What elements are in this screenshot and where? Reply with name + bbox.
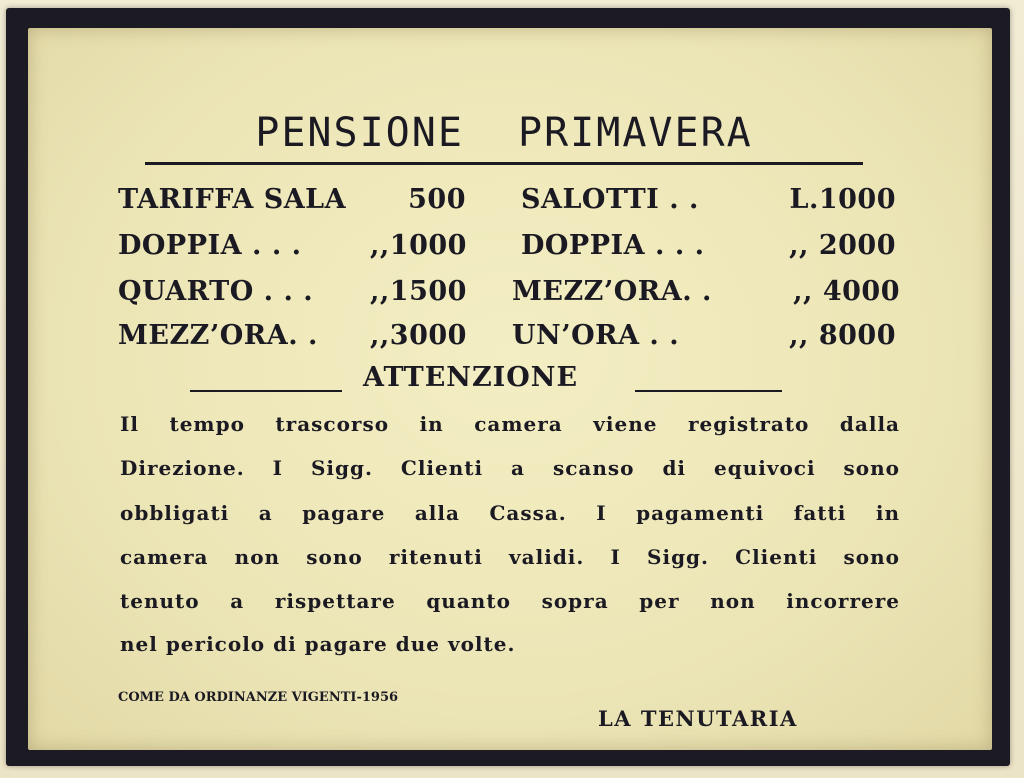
notice-line-6: nel pericolo di pagare due volte. xyxy=(120,632,516,656)
rate-left-label-4: MEZZ’ORA. . xyxy=(118,320,318,351)
rate-left-label-1: TARIFFA SALA xyxy=(118,184,347,215)
attention-rule-left xyxy=(190,390,342,392)
rate-right-price-3: ,, 4000 xyxy=(793,276,900,307)
attention-heading: ATTENZIONE xyxy=(363,362,579,393)
rate-right-label-3: MEZZ’ORA. . xyxy=(512,276,712,307)
rate-right-label-1: SALOTTI . . xyxy=(521,184,699,215)
title-underline xyxy=(145,162,863,165)
signature: LA TENUTARIA xyxy=(598,706,798,731)
rate-right-label-4: UN’ORA . . xyxy=(512,320,680,351)
rate-right-label-2: DOPPIA . . . xyxy=(521,230,705,261)
attention-rule-right xyxy=(635,390,782,392)
notice-line-3: obbligati a pagare alla Cassa. I pagamenti fatti in xyxy=(120,501,900,525)
ordinance-note: COME DA ORDINANZE VIGENTI-1956 xyxy=(118,690,399,705)
rate-left-label-3: QUARTO . . . xyxy=(118,276,314,307)
notice-line-2: Direzione. I Sigg. Clienti a scanso di equivoci sono xyxy=(120,456,900,480)
rate-left-price-1: 500 xyxy=(408,184,466,215)
notice-line-4: camera non sono ritenuti validi. I Sigg. Clienti sono xyxy=(120,545,900,569)
rate-right-price-2: ,, 2000 xyxy=(789,230,896,261)
rate-left-price-4: ,,3000 xyxy=(370,320,467,351)
notice-line-5: tenuto a rispettare quanto sopra per non incorrere xyxy=(120,589,900,613)
sign-title: PENSIONE PRIMAVERA xyxy=(255,110,753,156)
rate-right-price-4: ,, 8000 xyxy=(789,320,896,351)
rate-left-label-2: DOPPIA . . . xyxy=(118,230,302,261)
notice-line-1: Il tempo trascorso in camera viene registrato dalla xyxy=(120,412,900,436)
rate-right-price-1: L.1000 xyxy=(789,184,896,215)
rate-left-price-2: ,,1000 xyxy=(370,230,467,261)
rate-left-price-3: ,,1500 xyxy=(370,276,467,307)
